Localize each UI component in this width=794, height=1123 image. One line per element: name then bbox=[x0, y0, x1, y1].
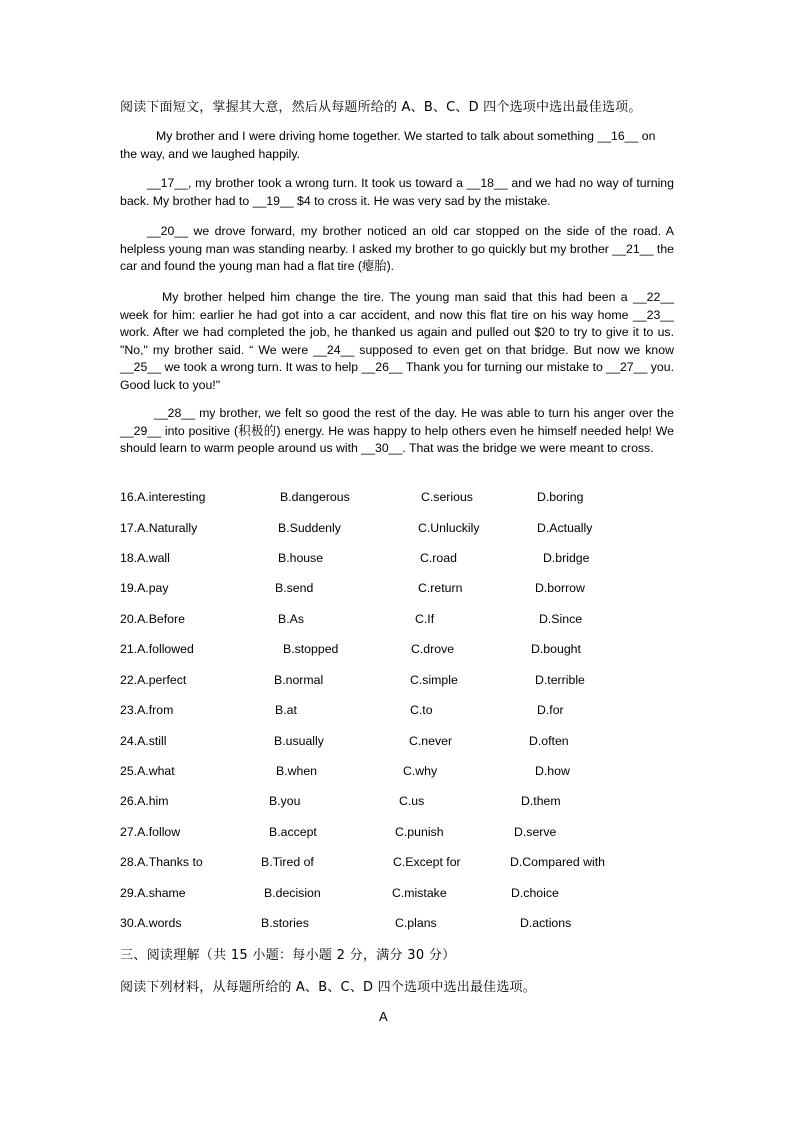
option-19-d: D.borrow bbox=[535, 581, 585, 595]
option-25-b: B.when bbox=[276, 764, 318, 778]
option-26-d: D.them bbox=[521, 794, 561, 808]
option-16-d: D.boring bbox=[537, 490, 584, 504]
option-21-a: 21.A.followed bbox=[120, 642, 194, 656]
option-30-a: 30.A.words bbox=[120, 916, 182, 930]
option-27-d: D.serve bbox=[514, 825, 557, 839]
option-26-b: B.you bbox=[269, 794, 301, 808]
option-18-a: 18.A.wall bbox=[120, 551, 170, 565]
option-23-b: B.at bbox=[275, 703, 297, 717]
option-18-b: B.house bbox=[278, 551, 324, 565]
option-20-d: D.Since bbox=[539, 612, 583, 626]
option-27-c: C.punish bbox=[395, 825, 444, 839]
option-23-a: 23.A.from bbox=[120, 703, 174, 717]
option-21-c: C.drove bbox=[411, 642, 455, 656]
option-25-c: C.why bbox=[403, 764, 438, 778]
option-16-b: B.dangerous bbox=[280, 490, 350, 504]
option-22-c: C.simple bbox=[410, 673, 458, 687]
option-22-d: D.terrible bbox=[535, 673, 585, 687]
option-19-b: B.send bbox=[275, 581, 314, 595]
option-24-c: C.never bbox=[409, 734, 453, 748]
option-26-c: C.us bbox=[399, 794, 425, 808]
option-21-b: B.stopped bbox=[283, 642, 339, 656]
passage-paragraph-5: __28__ my brother, we felt so good the rest of the day. He was able to turn his anger over the __29__ into positive (积极的) energy. He was happy to help others even he himself needed help! We should learn to warm people around us with __30__. That was the bridge we were meant to cross. bbox=[120, 406, 674, 455]
passage-paragraph-3: __20__ we drove forward, my brother noticed an old car stopped on the side of the road. A helpless young man was standing nearby. I asked my brother to go quickly but my brother __21__ the car and found the young man had a flat tire (瘪胎). bbox=[120, 224, 674, 273]
passage-label: A bbox=[379, 1009, 388, 1024]
option-29-a: 29.A.shame bbox=[120, 886, 186, 900]
option-19-a: 19.A.pay bbox=[120, 581, 169, 595]
passage-paragraph-4: My brother helped him change the tire. The young man said that this had been a __22__ week for him: earlier he had got into a car accident, and now this flat tire on his way home __23__ work. After we had completed the job, he thanked us again and pulled out $20 to try to give it to us. "No," my brother said. “ We were __24__ supposed to even get on that bridge. But now we know __25__ we took a wrong turn. It was to help __26__ Thank you for turning our mistake to __27__ you. Good luck to you!" bbox=[120, 290, 674, 392]
option-17-d: D.Actually bbox=[537, 521, 593, 535]
passage-paragraph-2: __17__, my brother took a wrong turn. It took us toward a __18__ and we had no way of turning back. My brother had to __19__ $4 to cross it. He was very sad by the mistake. bbox=[120, 176, 674, 208]
option-25-a: 25.A.what bbox=[120, 764, 175, 778]
option-16-a: 16.A.interesting bbox=[120, 490, 206, 504]
option-27-b: B.accept bbox=[269, 825, 317, 839]
option-29-b: B.decision bbox=[264, 886, 321, 900]
option-30-d: D.actions bbox=[520, 916, 572, 930]
option-22-a: 22.A.perfect bbox=[120, 673, 187, 687]
option-19-c: C.return bbox=[418, 581, 463, 595]
option-26-a: 26.A.him bbox=[120, 794, 169, 808]
option-24-a: 24.A.still bbox=[120, 734, 167, 748]
option-23-c: C.to bbox=[410, 703, 433, 717]
passage-paragraph-1: My brother and I were driving home together. We started to talk about something __16__ on the way, and we laughed happily. bbox=[120, 129, 656, 161]
option-29-d: D.choice bbox=[511, 886, 559, 900]
option-17-c: C.Unluckily bbox=[418, 521, 480, 535]
option-20-b: B.As bbox=[278, 612, 304, 626]
option-21-d: D.bought bbox=[531, 642, 581, 656]
instruction-top: 阅读下面短文，掌握其大意，然后从每题所给的 A、B、C、D 四个选项中选出最佳选项。 bbox=[120, 100, 642, 115]
option-28-c: C.Except for bbox=[393, 855, 461, 869]
option-16-c: C.serious bbox=[421, 490, 473, 504]
option-18-c: C.road bbox=[420, 551, 457, 565]
option-17-a: 17.A.Naturally bbox=[120, 521, 198, 535]
option-23-d: D.for bbox=[537, 703, 564, 717]
instruction-bottom: 阅读下列材料，从每题所给的 A、B、C、D 四个选项中选出最佳选项。 bbox=[120, 980, 536, 995]
section-title: 三、阅读理解（共 15 小题：每小题 2 分，满分 30 分） bbox=[120, 948, 456, 963]
option-25-d: D.how bbox=[535, 764, 570, 778]
option-28-a: 28.A.Thanks to bbox=[120, 855, 203, 869]
option-30-b: B.stories bbox=[261, 916, 309, 930]
option-24-d: D.often bbox=[529, 734, 569, 748]
option-27-a: 27.A.follow bbox=[120, 825, 181, 839]
option-20-c: C.If bbox=[415, 612, 435, 626]
option-18-d: D.bridge bbox=[543, 551, 590, 565]
option-17-b: B.Suddenly bbox=[278, 521, 341, 535]
option-28-d: D.Compared with bbox=[510, 855, 605, 869]
option-22-b: B.normal bbox=[274, 673, 324, 687]
option-29-c: C.mistake bbox=[392, 886, 447, 900]
option-28-b: B.Tired of bbox=[261, 855, 314, 869]
option-20-a: 20.A.Before bbox=[120, 612, 185, 626]
option-30-c: C.plans bbox=[395, 916, 437, 930]
option-24-b: B.usually bbox=[274, 734, 324, 748]
